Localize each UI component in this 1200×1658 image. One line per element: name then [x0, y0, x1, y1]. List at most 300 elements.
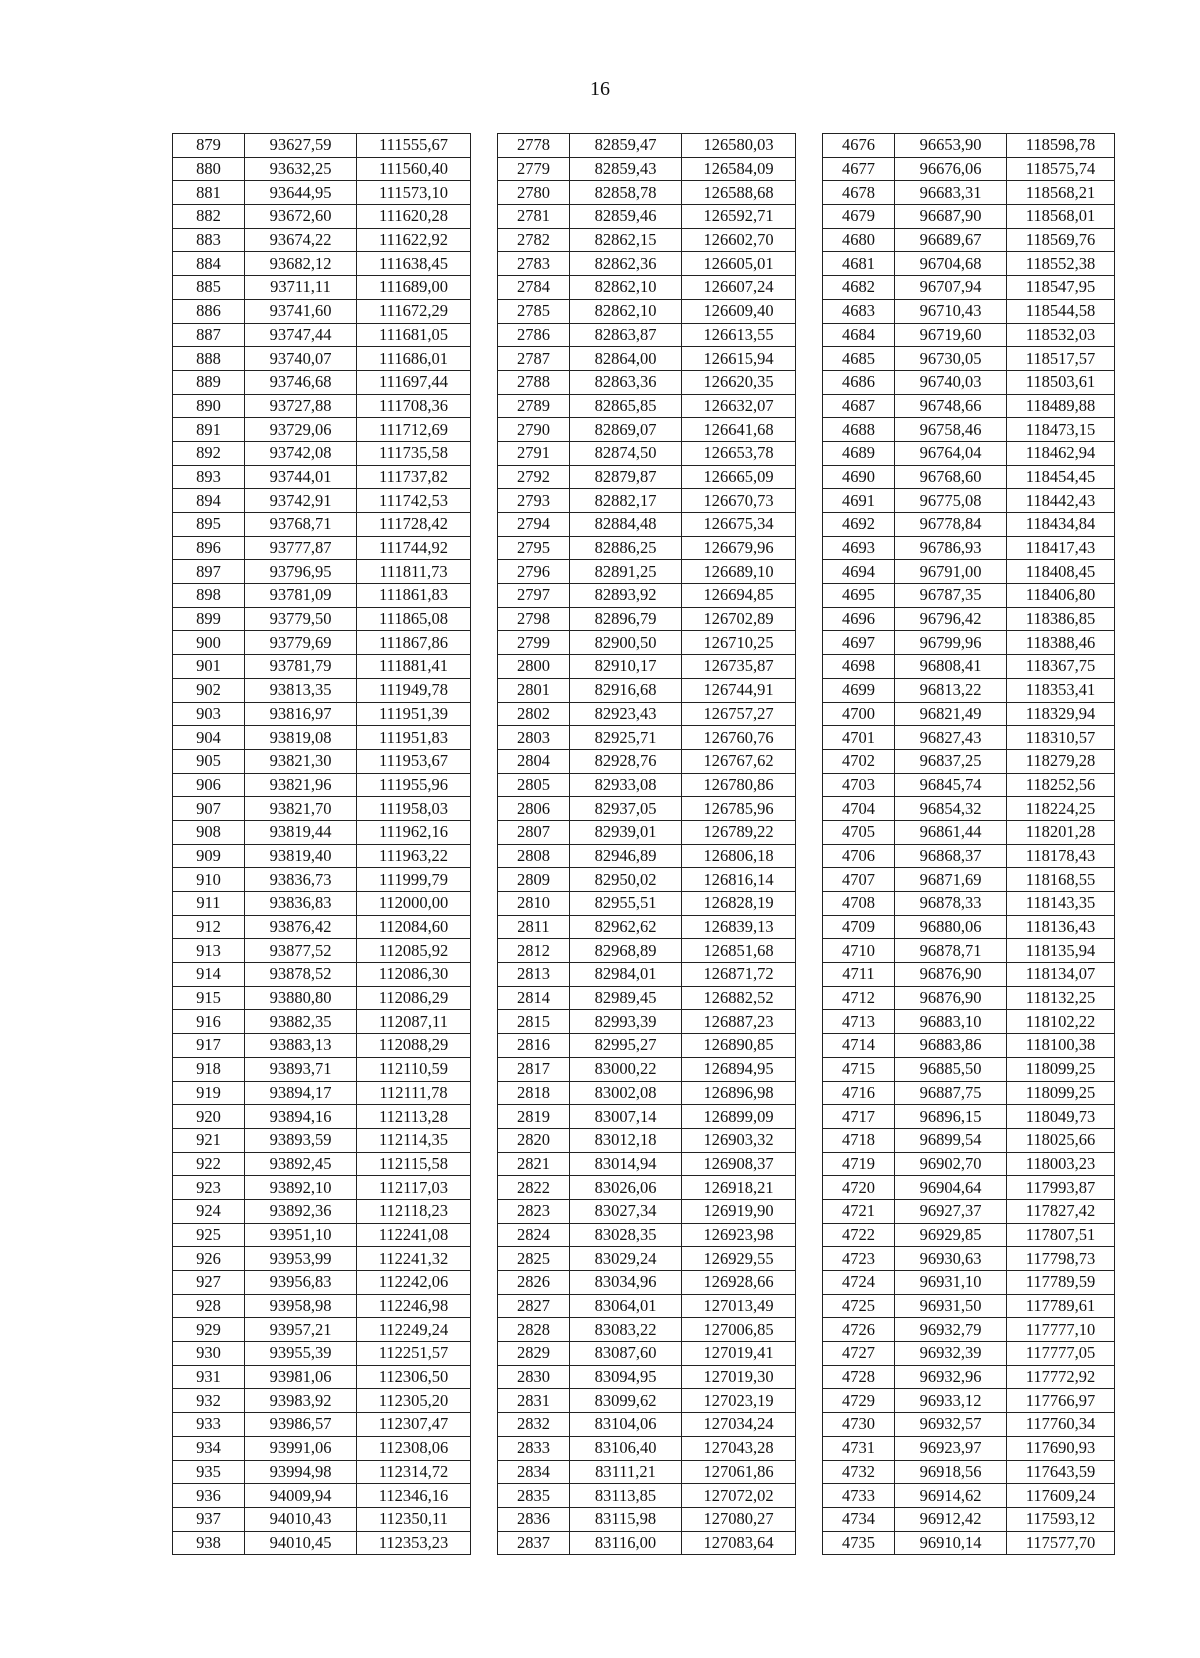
y-coordinate-cell: 126789,22 — [682, 820, 796, 844]
table-row — [173, 892, 1115, 916]
y-coordinate-cell: 126780,86 — [682, 773, 796, 797]
x-coordinate-cell: 93742,08 — [245, 441, 357, 465]
point-number-cell: 4678 — [823, 181, 895, 205]
y-coordinate-cell: 117777,05 — [1007, 1342, 1115, 1366]
table-row — [173, 536, 1115, 560]
column-gap — [796, 1294, 823, 1318]
y-coordinate-cell: 118132,25 — [1007, 986, 1115, 1010]
x-coordinate-cell: 83113,85 — [570, 1484, 682, 1508]
column-gap — [796, 1128, 823, 1152]
table-row — [173, 773, 1115, 797]
x-coordinate-cell: 96910,14 — [895, 1531, 1007, 1555]
x-coordinate-cell: 82863,87 — [570, 323, 682, 347]
y-coordinate-cell: 112086,29 — [357, 986, 471, 1010]
point-number-cell: 4713 — [823, 1010, 895, 1034]
point-number-cell: 2803 — [498, 726, 570, 750]
x-coordinate-cell: 96932,39 — [895, 1342, 1007, 1366]
x-coordinate-cell: 96687,90 — [895, 205, 1007, 229]
column-gap — [796, 1034, 823, 1058]
point-number-cell: 928 — [173, 1294, 245, 1318]
y-coordinate-cell: 126592,71 — [682, 205, 796, 229]
y-coordinate-cell: 117777,10 — [1007, 1318, 1115, 1342]
column-gap — [796, 418, 823, 442]
y-coordinate-cell: 112111,78 — [357, 1081, 471, 1105]
point-number-cell: 4710 — [823, 939, 895, 963]
x-coordinate-cell: 93779,50 — [245, 607, 357, 631]
point-number-cell: 2816 — [498, 1034, 570, 1058]
column-gap — [796, 157, 823, 181]
x-coordinate-cell: 93956,83 — [245, 1271, 357, 1295]
column-gap — [796, 489, 823, 513]
y-coordinate-cell: 118143,35 — [1007, 892, 1115, 916]
y-coordinate-cell: 126851,68 — [682, 939, 796, 963]
x-coordinate-cell: 93711,11 — [245, 276, 357, 300]
x-coordinate-cell: 93741,60 — [245, 299, 357, 323]
point-number-cell: 901 — [173, 655, 245, 679]
column-gap — [796, 678, 823, 702]
column-gap — [796, 394, 823, 418]
point-number-cell: 2806 — [498, 797, 570, 821]
point-number-cell: 2796 — [498, 560, 570, 584]
table-row — [173, 1365, 1115, 1389]
x-coordinate-cell: 96904,64 — [895, 1176, 1007, 1200]
table-row — [173, 1342, 1115, 1366]
x-coordinate-cell: 93892,36 — [245, 1199, 357, 1223]
table-row — [173, 939, 1115, 963]
y-coordinate-cell: 126670,73 — [682, 489, 796, 513]
x-coordinate-cell: 83028,35 — [570, 1223, 682, 1247]
table-row — [173, 678, 1115, 702]
y-coordinate-cell: 111951,83 — [357, 726, 471, 750]
x-coordinate-cell: 96876,90 — [895, 963, 1007, 987]
x-coordinate-cell: 93821,70 — [245, 797, 357, 821]
x-coordinate-cell: 93727,88 — [245, 394, 357, 418]
column-gap — [471, 1057, 498, 1081]
x-coordinate-cell: 93627,59 — [245, 134, 357, 158]
y-coordinate-cell: 111638,45 — [357, 252, 471, 276]
x-coordinate-cell: 96871,69 — [895, 868, 1007, 892]
y-coordinate-cell: 112241,32 — [357, 1247, 471, 1271]
point-number-cell: 4704 — [823, 797, 895, 821]
x-coordinate-cell: 96704,68 — [895, 252, 1007, 276]
y-coordinate-cell: 117766,97 — [1007, 1389, 1115, 1413]
x-coordinate-cell: 93746,68 — [245, 370, 357, 394]
y-coordinate-cell: 117772,92 — [1007, 1365, 1115, 1389]
y-coordinate-cell: 126908,37 — [682, 1152, 796, 1176]
point-number-cell: 4703 — [823, 773, 895, 797]
y-coordinate-cell: 127072,02 — [682, 1484, 796, 1508]
point-number-cell: 4722 — [823, 1223, 895, 1247]
table-row — [173, 181, 1115, 205]
x-coordinate-cell: 83099,62 — [570, 1389, 682, 1413]
y-coordinate-cell: 127013,49 — [682, 1294, 796, 1318]
point-number-cell: 2781 — [498, 205, 570, 229]
x-coordinate-cell: 94010,43 — [245, 1507, 357, 1531]
point-number-cell: 4727 — [823, 1342, 895, 1366]
x-coordinate-cell: 82925,71 — [570, 726, 682, 750]
x-coordinate-cell: 93836,73 — [245, 868, 357, 892]
x-coordinate-cell: 83094,95 — [570, 1365, 682, 1389]
x-coordinate-cell: 96707,94 — [895, 276, 1007, 300]
column-gap — [471, 1223, 498, 1247]
y-coordinate-cell: 118025,66 — [1007, 1128, 1115, 1152]
column-gap — [471, 1365, 498, 1389]
point-number-cell: 899 — [173, 607, 245, 631]
x-coordinate-cell: 83002,08 — [570, 1081, 682, 1105]
x-coordinate-cell: 82916,68 — [570, 678, 682, 702]
table-row — [173, 915, 1115, 939]
y-coordinate-cell: 127006,85 — [682, 1318, 796, 1342]
point-number-cell: 910 — [173, 868, 245, 892]
y-coordinate-cell: 117690,93 — [1007, 1436, 1115, 1460]
y-coordinate-cell: 112086,30 — [357, 963, 471, 987]
column-gap — [471, 1507, 498, 1531]
column-gap — [796, 584, 823, 608]
column-gap — [471, 631, 498, 655]
column-gap — [471, 323, 498, 347]
y-coordinate-cell: 118532,03 — [1007, 323, 1115, 347]
y-coordinate-cell: 117789,59 — [1007, 1271, 1115, 1295]
column-gap — [471, 678, 498, 702]
point-number-cell: 884 — [173, 252, 245, 276]
table-row — [173, 844, 1115, 868]
x-coordinate-cell: 96887,75 — [895, 1081, 1007, 1105]
x-coordinate-cell: 83026,06 — [570, 1176, 682, 1200]
x-coordinate-cell: 82928,76 — [570, 749, 682, 773]
y-coordinate-cell: 117577,70 — [1007, 1531, 1115, 1555]
point-number-cell: 4698 — [823, 655, 895, 679]
y-coordinate-cell: 126887,23 — [682, 1010, 796, 1034]
x-coordinate-cell: 93878,52 — [245, 963, 357, 987]
y-coordinate-cell: 118201,28 — [1007, 820, 1115, 844]
point-number-cell: 2801 — [498, 678, 570, 702]
x-coordinate-cell: 83012,18 — [570, 1128, 682, 1152]
x-coordinate-cell: 96885,50 — [895, 1057, 1007, 1081]
column-gap — [471, 773, 498, 797]
point-number-cell: 4708 — [823, 892, 895, 916]
point-number-cell: 922 — [173, 1152, 245, 1176]
x-coordinate-cell: 83000,22 — [570, 1057, 682, 1081]
column-gap — [471, 1081, 498, 1105]
column-gap — [796, 773, 823, 797]
page-number: 16 — [590, 78, 610, 100]
column-gap — [796, 1271, 823, 1295]
column-gap — [796, 1318, 823, 1342]
column-gap — [471, 1294, 498, 1318]
x-coordinate-cell: 96880,06 — [895, 915, 1007, 939]
y-coordinate-cell: 112246,98 — [357, 1294, 471, 1318]
table-row — [173, 205, 1115, 229]
x-coordinate-cell: 82910,17 — [570, 655, 682, 679]
x-coordinate-cell: 82884,48 — [570, 513, 682, 537]
x-coordinate-cell: 96775,08 — [895, 489, 1007, 513]
point-number-cell: 2792 — [498, 465, 570, 489]
column-gap — [796, 868, 823, 892]
y-coordinate-cell: 111737,82 — [357, 465, 471, 489]
point-number-cell: 4699 — [823, 678, 895, 702]
column-gap — [796, 820, 823, 844]
y-coordinate-cell: 126871,72 — [682, 963, 796, 987]
x-coordinate-cell: 93819,08 — [245, 726, 357, 750]
y-coordinate-cell: 118417,43 — [1007, 536, 1115, 560]
y-coordinate-cell: 118568,01 — [1007, 205, 1115, 229]
point-number-cell: 911 — [173, 892, 245, 916]
table-row — [173, 986, 1115, 1010]
column-gap — [796, 1436, 823, 1460]
point-number-cell: 2811 — [498, 915, 570, 939]
point-number-cell: 913 — [173, 939, 245, 963]
y-coordinate-cell: 126828,19 — [682, 892, 796, 916]
table-row — [173, 1057, 1115, 1081]
point-number-cell: 919 — [173, 1081, 245, 1105]
column-gap — [471, 797, 498, 821]
column-gap — [471, 1010, 498, 1034]
table-row — [173, 489, 1115, 513]
y-coordinate-cell: 112249,24 — [357, 1318, 471, 1342]
point-number-cell: 2826 — [498, 1271, 570, 1295]
y-coordinate-cell: 111708,36 — [357, 394, 471, 418]
y-coordinate-cell: 126665,09 — [682, 465, 796, 489]
column-gap — [471, 418, 498, 442]
y-coordinate-cell: 111735,58 — [357, 441, 471, 465]
point-number-cell: 4705 — [823, 820, 895, 844]
x-coordinate-cell: 93816,97 — [245, 702, 357, 726]
table-row — [173, 157, 1115, 181]
point-number-cell: 894 — [173, 489, 245, 513]
column-gap — [796, 1389, 823, 1413]
y-coordinate-cell: 118442,43 — [1007, 489, 1115, 513]
y-coordinate-cell: 117643,59 — [1007, 1460, 1115, 1484]
y-coordinate-cell: 126896,98 — [682, 1081, 796, 1105]
x-coordinate-cell: 93876,42 — [245, 915, 357, 939]
table-row — [173, 963, 1115, 987]
x-coordinate-cell: 96683,31 — [895, 181, 1007, 205]
column-gap — [471, 986, 498, 1010]
x-coordinate-cell: 82984,01 — [570, 963, 682, 987]
x-coordinate-cell: 96813,22 — [895, 678, 1007, 702]
column-gap — [471, 868, 498, 892]
y-coordinate-cell: 126894,95 — [682, 1057, 796, 1081]
x-coordinate-cell: 96878,33 — [895, 892, 1007, 916]
x-coordinate-cell: 83111,21 — [570, 1460, 682, 1484]
column-gap — [796, 276, 823, 300]
y-coordinate-cell: 112241,08 — [357, 1223, 471, 1247]
table-row — [173, 1460, 1115, 1484]
y-coordinate-cell: 111958,03 — [357, 797, 471, 821]
point-number-cell: 920 — [173, 1105, 245, 1129]
x-coordinate-cell: 96899,54 — [895, 1128, 1007, 1152]
x-coordinate-cell: 82933,08 — [570, 773, 682, 797]
table-row — [173, 1128, 1115, 1152]
column-gap — [796, 441, 823, 465]
point-number-cell: 4731 — [823, 1436, 895, 1460]
column-gap — [471, 181, 498, 205]
point-number-cell: 4676 — [823, 134, 895, 158]
x-coordinate-cell: 83007,14 — [570, 1105, 682, 1129]
point-number-cell: 4686 — [823, 370, 895, 394]
y-coordinate-cell: 126899,09 — [682, 1105, 796, 1129]
table-row — [173, 1010, 1115, 1034]
point-number-cell: 4715 — [823, 1057, 895, 1081]
point-number-cell: 904 — [173, 726, 245, 750]
x-coordinate-cell: 82865,85 — [570, 394, 682, 418]
y-coordinate-cell: 126919,90 — [682, 1199, 796, 1223]
x-coordinate-cell: 96710,43 — [895, 299, 1007, 323]
x-coordinate-cell: 93740,07 — [245, 347, 357, 371]
x-coordinate-cell: 83034,96 — [570, 1271, 682, 1295]
point-number-cell: 897 — [173, 560, 245, 584]
y-coordinate-cell: 126620,35 — [682, 370, 796, 394]
point-number-cell: 925 — [173, 1223, 245, 1247]
y-coordinate-cell: 111744,92 — [357, 536, 471, 560]
x-coordinate-cell: 93768,71 — [245, 513, 357, 537]
y-coordinate-cell: 118406,80 — [1007, 584, 1115, 608]
point-number-cell: 886 — [173, 299, 245, 323]
x-coordinate-cell: 83027,34 — [570, 1199, 682, 1223]
y-coordinate-cell: 112115,58 — [357, 1152, 471, 1176]
table-row — [173, 1436, 1115, 1460]
table-row — [173, 1081, 1115, 1105]
column-gap — [471, 1247, 498, 1271]
y-coordinate-cell: 126607,24 — [682, 276, 796, 300]
y-coordinate-cell: 118575,74 — [1007, 157, 1115, 181]
point-number-cell: 2834 — [498, 1460, 570, 1484]
point-number-cell: 887 — [173, 323, 245, 347]
x-coordinate-cell: 93682,12 — [245, 252, 357, 276]
table-row — [173, 370, 1115, 394]
table-body — [173, 134, 1115, 1555]
y-coordinate-cell: 111881,41 — [357, 655, 471, 679]
point-number-cell: 4733 — [823, 1484, 895, 1508]
point-number-cell: 2791 — [498, 441, 570, 465]
x-coordinate-cell: 82864,00 — [570, 347, 682, 371]
x-coordinate-cell: 93644,95 — [245, 181, 357, 205]
column-gap — [471, 347, 498, 371]
x-coordinate-cell: 83087,60 — [570, 1342, 682, 1366]
column-gap — [796, 1531, 823, 1555]
table-row — [173, 702, 1115, 726]
point-number-cell: 2794 — [498, 513, 570, 537]
x-coordinate-cell: 82937,05 — [570, 797, 682, 821]
x-coordinate-cell: 82879,87 — [570, 465, 682, 489]
y-coordinate-cell: 111573,10 — [357, 181, 471, 205]
column-gap — [796, 347, 823, 371]
point-number-cell: 4694 — [823, 560, 895, 584]
point-number-cell: 4720 — [823, 1176, 895, 1200]
x-coordinate-cell: 93781,79 — [245, 655, 357, 679]
y-coordinate-cell: 112308,06 — [357, 1436, 471, 1460]
x-coordinate-cell: 96799,96 — [895, 631, 1007, 655]
x-coordinate-cell: 82862,36 — [570, 252, 682, 276]
point-number-cell: 4688 — [823, 418, 895, 442]
column-gap — [471, 299, 498, 323]
y-coordinate-cell: 118136,43 — [1007, 915, 1115, 939]
column-gap — [471, 1531, 498, 1555]
point-number-cell: 4680 — [823, 228, 895, 252]
x-coordinate-cell: 96740,03 — [895, 370, 1007, 394]
point-number-cell: 2827 — [498, 1294, 570, 1318]
x-coordinate-cell: 82859,46 — [570, 205, 682, 229]
table-row — [173, 560, 1115, 584]
y-coordinate-cell: 118279,28 — [1007, 749, 1115, 773]
column-gap — [471, 1318, 498, 1342]
point-number-cell: 881 — [173, 181, 245, 205]
point-number-cell: 2825 — [498, 1247, 570, 1271]
table-row — [173, 726, 1115, 750]
column-gap — [796, 1223, 823, 1247]
point-number-cell: 916 — [173, 1010, 245, 1034]
x-coordinate-cell: 93983,92 — [245, 1389, 357, 1413]
x-coordinate-cell: 82896,79 — [570, 607, 682, 631]
y-coordinate-cell: 126584,09 — [682, 157, 796, 181]
point-number-cell: 4693 — [823, 536, 895, 560]
y-coordinate-cell: 111962,16 — [357, 820, 471, 844]
x-coordinate-cell: 96931,10 — [895, 1271, 1007, 1295]
point-number-cell: 4718 — [823, 1128, 895, 1152]
y-coordinate-cell: 117827,42 — [1007, 1199, 1115, 1223]
point-number-cell: 4726 — [823, 1318, 895, 1342]
y-coordinate-cell: 111560,40 — [357, 157, 471, 181]
column-gap — [796, 299, 823, 323]
table-row — [173, 134, 1115, 158]
column-gap — [471, 1105, 498, 1129]
column-gap — [796, 181, 823, 205]
x-coordinate-cell: 93819,40 — [245, 844, 357, 868]
point-number-cell: 4719 — [823, 1152, 895, 1176]
point-number-cell: 4721 — [823, 1199, 895, 1223]
y-coordinate-cell: 111697,44 — [357, 370, 471, 394]
table-row — [173, 1105, 1115, 1129]
y-coordinate-cell: 111811,73 — [357, 560, 471, 584]
table-row — [173, 1484, 1115, 1508]
y-coordinate-cell: 117760,34 — [1007, 1413, 1115, 1437]
point-number-cell: 2835 — [498, 1484, 570, 1508]
point-number-cell: 4696 — [823, 607, 895, 631]
point-number-cell: 908 — [173, 820, 245, 844]
y-coordinate-cell: 126806,18 — [682, 844, 796, 868]
x-coordinate-cell: 96876,90 — [895, 986, 1007, 1010]
x-coordinate-cell: 82955,51 — [570, 892, 682, 916]
table-row — [173, 1034, 1115, 1058]
column-gap — [471, 276, 498, 300]
column-gap — [796, 1176, 823, 1200]
x-coordinate-cell: 82950,02 — [570, 868, 682, 892]
y-coordinate-cell: 118224,25 — [1007, 797, 1115, 821]
y-coordinate-cell: 112084,60 — [357, 915, 471, 939]
column-gap — [796, 797, 823, 821]
y-coordinate-cell: 118552,38 — [1007, 252, 1115, 276]
y-coordinate-cell: 118099,25 — [1007, 1081, 1115, 1105]
point-number-cell: 896 — [173, 536, 245, 560]
y-coordinate-cell: 126605,01 — [682, 252, 796, 276]
y-coordinate-cell: 111672,29 — [357, 299, 471, 323]
y-coordinate-cell: 111955,96 — [357, 773, 471, 797]
column-gap — [471, 1342, 498, 1366]
x-coordinate-cell: 93892,10 — [245, 1176, 357, 1200]
y-coordinate-cell: 112110,59 — [357, 1057, 471, 1081]
y-coordinate-cell: 112085,92 — [357, 939, 471, 963]
x-coordinate-cell: 82891,25 — [570, 560, 682, 584]
point-number-cell: 900 — [173, 631, 245, 655]
column-gap — [471, 844, 498, 868]
x-coordinate-cell: 93877,52 — [245, 939, 357, 963]
column-gap — [796, 1105, 823, 1129]
y-coordinate-cell: 118462,94 — [1007, 441, 1115, 465]
table-row — [173, 1507, 1115, 1531]
point-number-cell: 4711 — [823, 963, 895, 987]
x-coordinate-cell: 96758,46 — [895, 418, 1007, 442]
y-coordinate-cell: 112251,57 — [357, 1342, 471, 1366]
